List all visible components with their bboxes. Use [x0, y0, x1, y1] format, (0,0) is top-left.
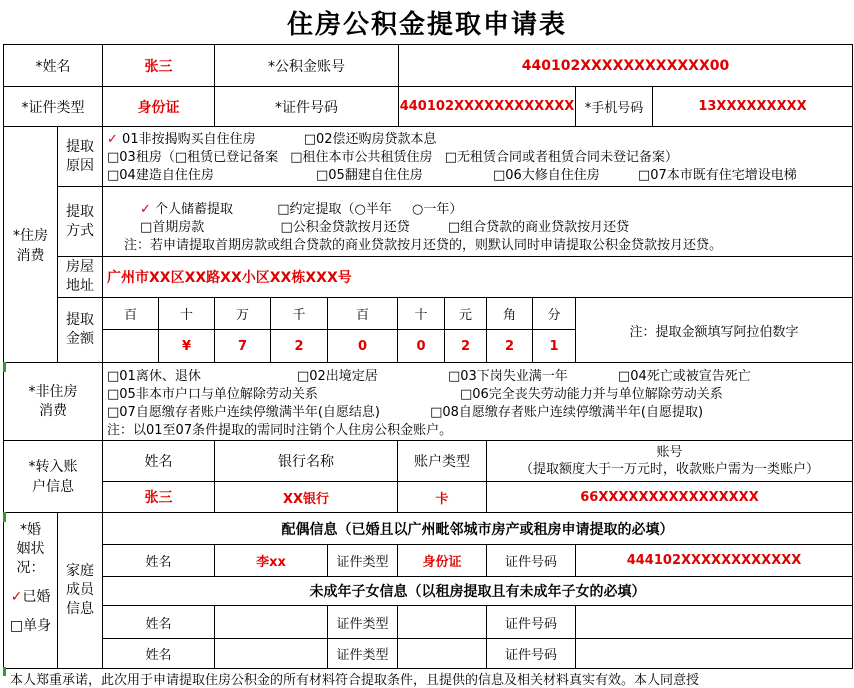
method-option[interactable]: 个人储蓄提取 — [155, 202, 234, 217]
transfer-type-field[interactable]: 卡 — [435, 491, 449, 507]
id-type-field[interactable]: 身份证 — [137, 99, 180, 116]
transfer-header-type: 账户类型 — [414, 454, 470, 470]
name-field[interactable]: 张三 — [144, 58, 173, 75]
transfer-header-account-title: 账号 — [656, 445, 683, 460]
spouse-id-type-field[interactable]: 身份证 — [422, 555, 462, 570]
non-housing-option[interactable]: □08自愿缴存者账户连续停缴满半年(自愿提取) — [430, 405, 704, 420]
transfer-header-name: 姓名 — [144, 454, 173, 470]
amount-unit: 百 — [355, 308, 369, 323]
method-option[interactable]: □组合贷款的商业贷款按月还贷 — [447, 220, 630, 235]
reason-option[interactable]: □03租房（□租赁已登记备案 — [107, 150, 279, 165]
method-option[interactable]: □公积金贷款按月还贷 — [280, 220, 410, 235]
grid-line — [58, 186, 853, 187]
amount-label: 提取金额 — [66, 312, 94, 347]
single-option[interactable]: □单身 — [9, 618, 52, 634]
marriage-section — [4, 513, 57, 668]
grid-line — [3, 362, 853, 363]
footer-statement: 本人郑重承诺，此次用于申请提取住房公积金的所有材料符合提取条件，且提供的信息及相关材料真实有效。本人同意授 — [10, 673, 700, 688]
spouse-id-type-label: 证件类型 — [336, 555, 389, 570]
non-housing-option[interactable]: □01离休、退休 — [107, 369, 201, 384]
check-mark-icon: ✓ — [107, 132, 118, 147]
minor-name-field[interactable] — [215, 606, 327, 638]
reason-option[interactable]: 01非按揭购买自住住房 — [122, 132, 256, 147]
spouse-name-label: 姓名 — [145, 555, 172, 570]
method-line-2 — [140, 216, 629, 235]
transfer-header-account — [487, 441, 852, 481]
name-label: *姓名 — [35, 58, 71, 75]
transfer-section-label: *转入账户信息 — [28, 458, 78, 495]
non-housing-note: 注：以01至07条件提取的需同时注销个人住房公积金账户。 — [107, 423, 453, 438]
amount-digit[interactable]: 0 — [416, 338, 426, 354]
spouse-id-no-field[interactable]: 444102XXXXXXXXXXXX — [626, 553, 802, 568]
spouse-name-field[interactable]: 李xx — [256, 555, 286, 570]
amount-unit: 分 — [547, 308, 561, 323]
amount-unit: 十 — [414, 308, 428, 323]
check-mark-icon: ✓ — [10, 589, 23, 605]
non-housing-option[interactable]: □07自愿缴存者账户连续停缴满半年(自愿结息) — [107, 405, 380, 420]
minor-id-type-field[interactable] — [398, 606, 486, 638]
transfer-account-field[interactable]: 66XXXXXXXXXXXXXXXX — [580, 489, 759, 505]
account-label: *公积金账号 — [268, 58, 345, 75]
method-option[interactable]: □约定提取（○半年 — [277, 202, 392, 217]
method-label: 提取方式 — [66, 203, 94, 239]
amount-unit: 元 — [458, 308, 472, 323]
minor-id-type-label: 证件类型 — [336, 616, 389, 632]
reason-option[interactable]: □无租赁合同或者租赁合同未登记备案） — [444, 150, 678, 165]
amount-digit[interactable] — [103, 330, 158, 362]
minor-name-field[interactable] — [215, 639, 327, 668]
cell-marker — [3, 667, 6, 676]
amount-digit[interactable]: 2 — [504, 338, 515, 354]
amount-unit: 千 — [292, 308, 306, 323]
transfer-bank-field[interactable]: XX银行 — [282, 491, 330, 507]
reason-label: 提取原因 — [66, 138, 94, 174]
reason-option[interactable]: □07本市既有住宅增设电梯 — [637, 168, 797, 183]
reason-option[interactable]: □05翻建自住住房 — [315, 168, 423, 183]
non-housing-option[interactable]: □03下岗失业满一年 — [447, 369, 568, 384]
amount-unit: 百 — [123, 308, 137, 323]
account-field[interactable]: 440102XXXXXXXXXXXX00 — [521, 57, 730, 74]
housing-section-label: *住房消费 — [13, 227, 48, 264]
method-line-1 — [140, 198, 462, 217]
non-housing-option[interactable]: □02出境定居 — [296, 369, 378, 384]
check-mark-icon: ✓ — [140, 202, 151, 217]
amount-unit: 十 — [179, 308, 193, 323]
non-housing-line-3 — [107, 401, 703, 420]
married-option[interactable] — [4, 588, 57, 607]
amount-note: 注：提取金额填写阿拉伯数字 — [629, 324, 799, 340]
amount-unit: 万 — [235, 308, 249, 323]
non-housing-section-label: *非住房消费 — [28, 383, 78, 419]
reason-option[interactable]: □02偿还购房贷款本息 — [303, 132, 437, 147]
address-field[interactable]: 广州市XX区XX路XX小区XX栋XXX号 — [107, 270, 352, 286]
address-label: 房屋地址 — [66, 259, 94, 294]
spouse-title: 配偶信息（已婚且以广州毗邻城市房产或租房申请提取的必填） — [281, 521, 674, 538]
id-no-label: *证件号码 — [275, 99, 338, 116]
grid-line — [3, 126, 853, 127]
minor-name-label: 姓名 — [145, 648, 172, 663]
non-housing-option[interactable]: □05非本市户口与单位解除劳动关系 — [107, 387, 318, 402]
id-type-label: *证件类型 — [21, 99, 85, 116]
amount-digit[interactable]: 2 — [294, 338, 304, 354]
reason-option[interactable]: □04建造自住住房 — [107, 168, 214, 183]
spouse-id-no-label: 证件号码 — [504, 555, 557, 570]
minor-title: 未成年子女信息（以租房提取且有未成年子女的必填） — [309, 584, 646, 600]
non-housing-line-2 — [107, 383, 723, 402]
phone-label: *手机号码 — [584, 101, 644, 116]
minor-id-no-label: 证件号码 — [504, 648, 557, 663]
minor-id-no-field[interactable] — [576, 639, 852, 668]
amount-digit[interactable]: ¥ — [181, 338, 192, 354]
method-option[interactable]: □首期房款 — [140, 220, 205, 235]
reason-line-3 — [107, 164, 797, 183]
amount-digit[interactable]: 1 — [549, 338, 559, 354]
form-title: 住房公积金提取申请表 — [286, 9, 567, 40]
grid-line — [102, 362, 103, 440]
transfer-header-account-note: （提取额度大于一万元时，收款账户需为一类账户） — [519, 462, 819, 477]
family-label: 家庭成员信息 — [66, 563, 94, 617]
phone-field[interactable]: 13XXXXXXXXX — [698, 99, 807, 114]
id-no-field[interactable]: 440102XXXXXXXXXXXX — [399, 99, 575, 114]
amount-digit[interactable]: 7 — [237, 338, 248, 354]
transfer-name-field[interactable]: 张三 — [144, 490, 173, 506]
minor-id-no-field[interactable] — [576, 606, 852, 638]
amount-unit: 角 — [502, 308, 516, 323]
grid-line — [852, 44, 853, 668]
non-housing-option[interactable]: □04死亡或被宣告死亡 — [617, 369, 751, 384]
non-housing-option[interactable]: □06完全丧失劳动能力并与单位解除劳动关系 — [459, 387, 723, 402]
method-note: 注：若申请提取首期房款或组合贷款的商业贷款按月还贷的，则默认同时申请提取公积金贷款按月还贷。 — [124, 238, 723, 253]
marriage-section-label: *婚姻状况： — [16, 522, 45, 576]
married-label: 已婚 — [22, 589, 51, 605]
transfer-header-bank: 银行名称 — [278, 454, 334, 470]
reason-option[interactable]: □租住本市公共租赁住房 — [290, 150, 433, 165]
minor-id-type-field[interactable] — [398, 639, 486, 668]
minor-id-no-label: 证件号码 — [504, 616, 557, 632]
reason-option[interactable]: □06大修自住住房 — [492, 168, 600, 183]
amount-digit[interactable]: 0 — [357, 338, 368, 354]
reason-line-2 — [107, 146, 678, 165]
amount-digit[interactable]: 2 — [460, 338, 471, 354]
minor-name-label: 姓名 — [145, 616, 172, 632]
non-housing-line-1 — [107, 365, 751, 384]
minor-id-type-label: 证件类型 — [336, 648, 389, 663]
reason-line-1 — [107, 128, 437, 147]
method-option[interactable]: ○一年） — [411, 202, 463, 217]
